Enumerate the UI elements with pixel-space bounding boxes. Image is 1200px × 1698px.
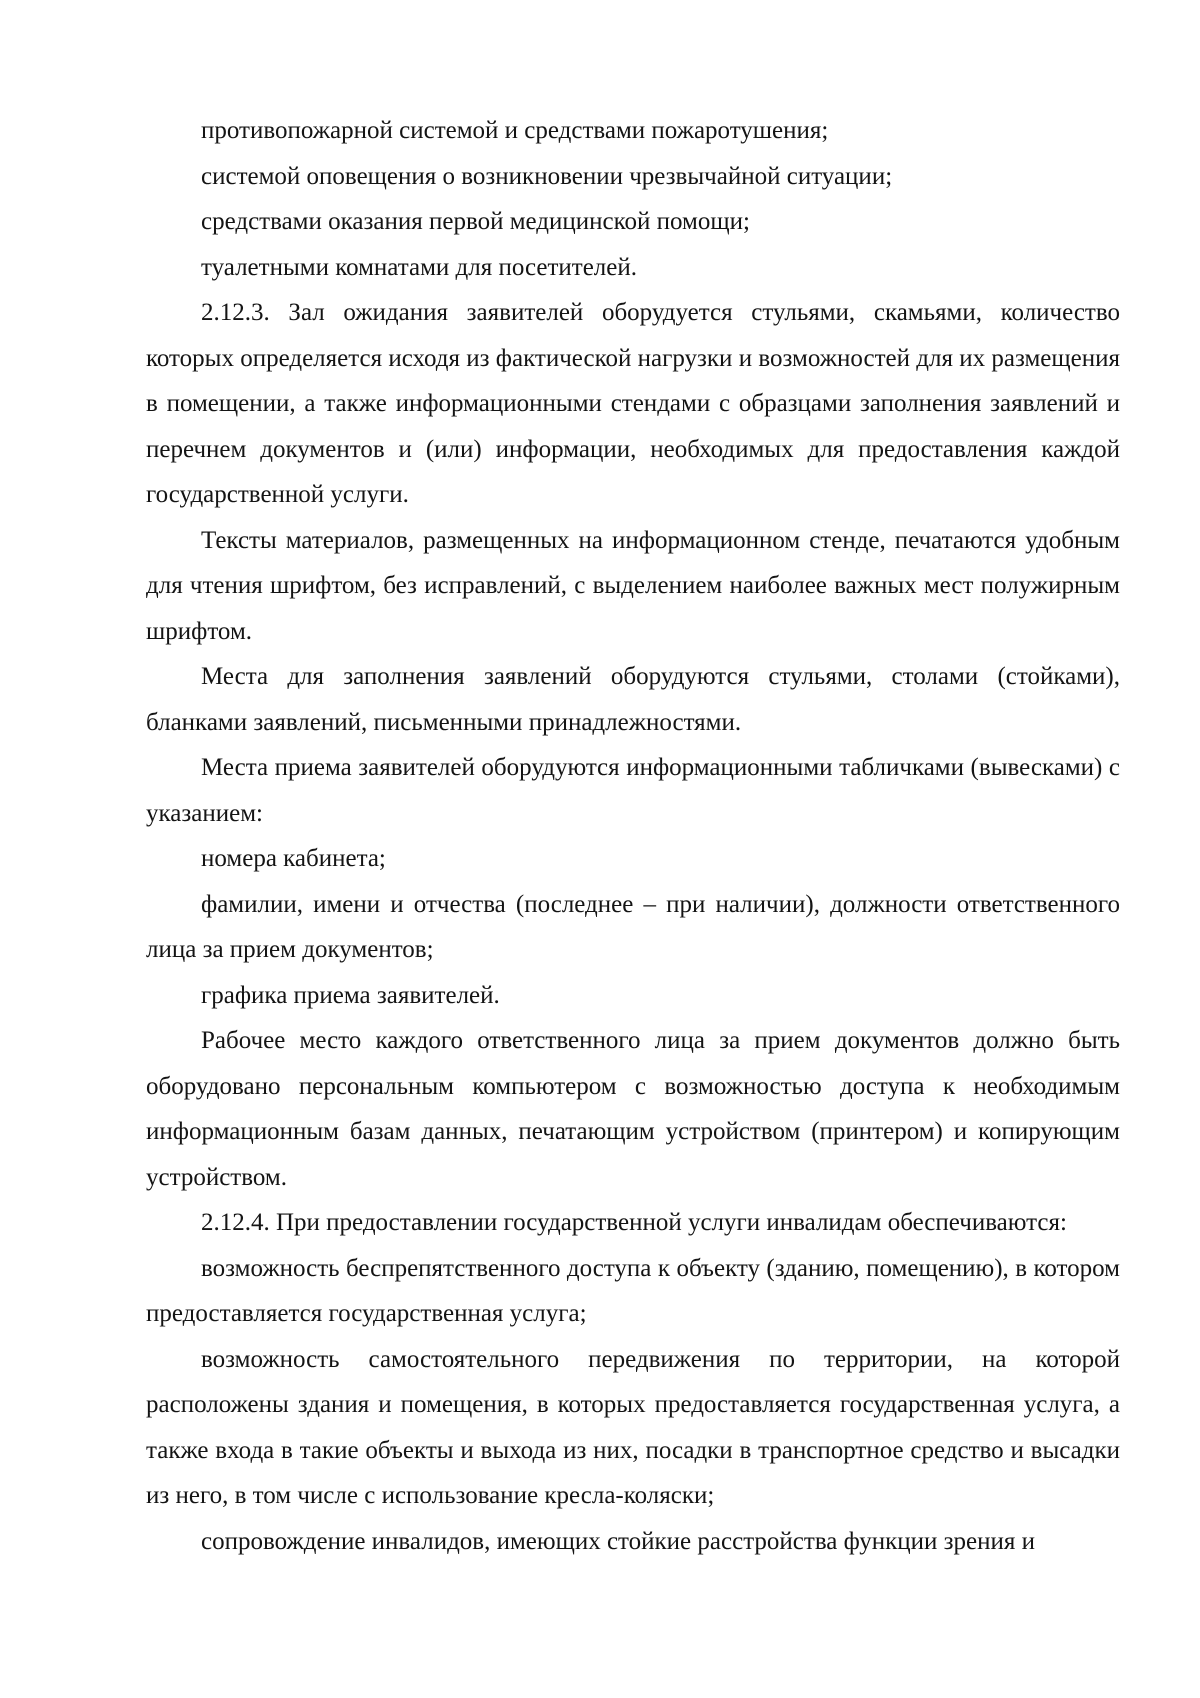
section-2-12-3-paragraph: 2.12.3. Зал ожидания заявителей оборудуется стульями, скамьями, количество которых определяется исходя из фактической нагрузки и возможностей для их размещения в помещении, а также информационными стендами с образцами заполнения заявлений и перечнем документов и (или) информации, необходимых для предоставления каждой государственной услуги. [146, 299, 1120, 508]
document-page [146, 108, 1120, 1564]
list-item-unimpeded-access: возможность беспрепятственного доступа к объекту (зданию, помещению), в котором предоставляется государственная услуга; [146, 1254, 1120, 1327]
section-2-12-4-paragraph: 2.12.4. При предоставлении государственной услуги инвалидам обеспечиваются: [201, 1209, 1067, 1236]
list-item-alert-system: системой оповещения о возникновении чрезвычайной ситуации; [201, 162, 893, 190]
list-item-escort: сопровождение инвалидов, имеющих стойкие расстройства функции зрения и [201, 1527, 1035, 1555]
list-item-first-aid: средствами оказания первой медицинской помощи; [201, 208, 750, 235]
application-places-paragraph: Места для заполнения заявлений оборудуются стульями, столами (стойками), бланками заявлений, письменными принадлежностями. [146, 663, 1120, 736]
list-item-schedule: графика приема заявителей. [201, 981, 500, 1009]
stand-materials-paragraph: Тексты материалов, размещенных на информационном стенде, печатаются удобным для чтения шрифтом, без исправлений, с выделением наиболее важных мест полужирным шрифтом. [146, 526, 1120, 645]
workplace-paragraph: Рабочее место каждого ответственного лица за прием документов должно быть оборудовано персональным компьютером с возможностью доступа к необходимым информационным базам данных, печатающим устройством (принтером) и копирующим устройством. [146, 1027, 1120, 1191]
list-item-room-number: номера кабинета; [201, 845, 386, 872]
list-item-responsible-person: фамилии, имени и отчества (последнее – при наличии), должности ответственного лица за прием документов; [146, 890, 1120, 963]
list-item-fire-safety: противопожарной системой и средствами пожаротушения; [201, 117, 829, 144]
list-item-toilets: туалетными комнатами для посетителей. [201, 253, 637, 281]
list-item-independent-movement: возможность самостоятельного передвижения по территории, на которой расположены здания и помещения, в которых предоставляется государственная услуга, а также входа в такие объекты и выхода из них, посадки в транспортное средство и высадки из него, в том числе с использование кресла-коляски; [146, 1345, 1120, 1509]
reception-places-paragraph: Места приема заявителей оборудуются информационными табличками (вывесками) с указанием: [146, 754, 1120, 827]
